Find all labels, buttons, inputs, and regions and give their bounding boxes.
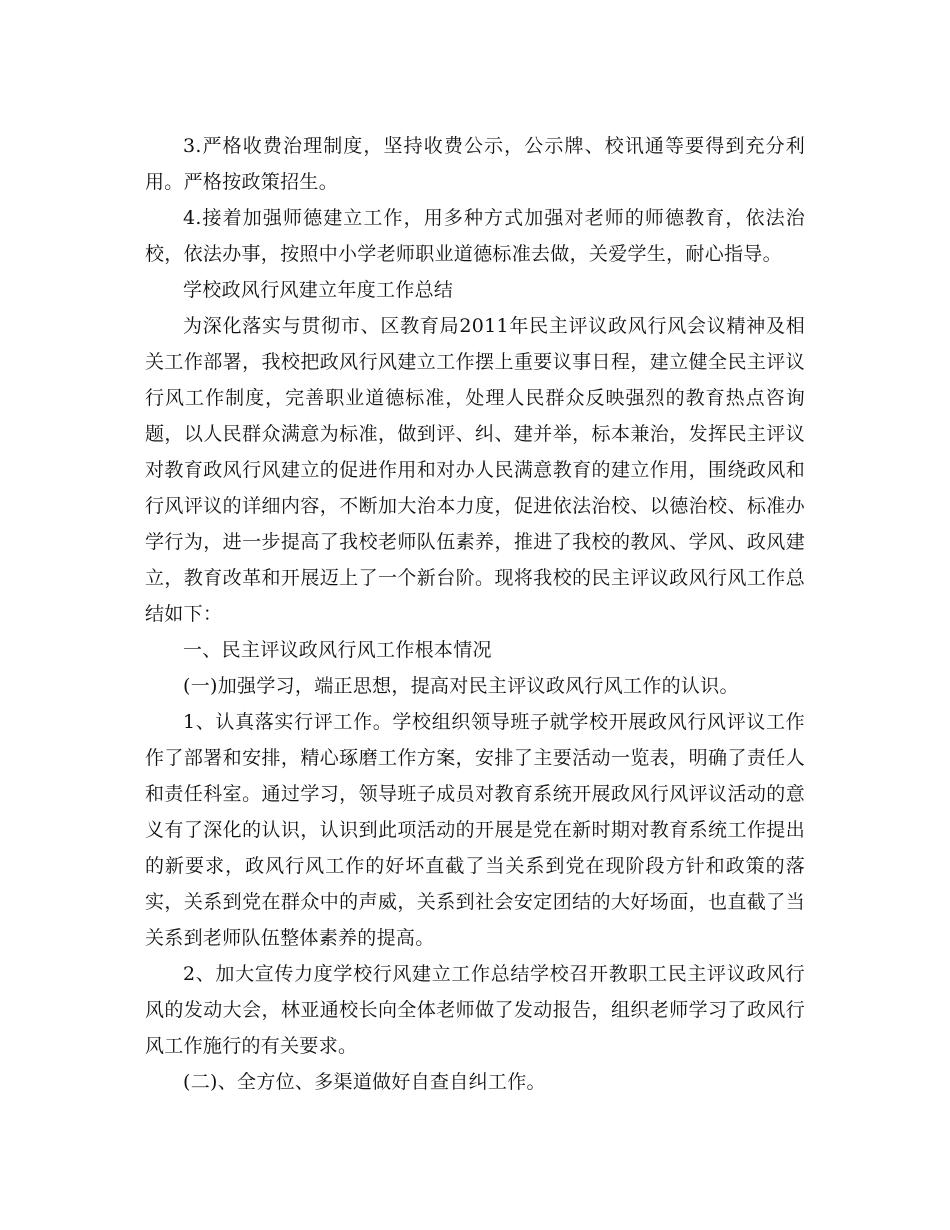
section-title: 学校政风行风建立年度工作总结 [183,279,454,301]
heading-self-inspection: (二)、全方位、多渠道做好自查自纠工作。 [183,1071,546,1093]
paragraph-publicity: 2、加大宣传力度学校行风建立工作总结学校召开教职工民主评议政风行风的发动大会，林亚通校长向全体老师做了发动报告，组织老师学习了政风行风工作施行的有关要求。 [145,963,805,1057]
heading-basic-situation: 一、民主评议政风行风工作根本情况 [183,639,492,661]
document-body [145,128,805,1100]
paragraph-implement-review: 1、认真落实行评工作。学校组织领导班子就学校开展政风行风评议工作作了部署和安排，精心琢磨工作方案，安排了主要活动一览表，明确了责任人和责任科室。通过学习，领导班子成员对教育系统开展政风行风评议活动的意义有了深化的认识，认识到此项活动的开展是党在新时期对教育系统工作提出的新要求，政风行风工作的好坏直截了当关系到党在现阶段方针和政策的落实，关系到党在群众中的声威，关系到社会安定团结的大好场面，也直截了当关系到老师队伍整体素养的提高。 [145,711,805,949]
paragraph-introduction: 为深化落实与贯彻市、区教育局2011年民主评议政风行风会议精神及相关工作部署，我校把政风行风建立工作摆上重要议事日程，建立健全民主评议行风工作制度，完善职业道德标准，处理人民群众反映强烈的教育热点咨询题，以人民群众满意为标准，做到评、纠、建并举，标本兼治，发挥民主评议对教育政风行风建立的促进作用和对办人民满意教育的建立作用，围绕政风和行风评议的详细内容，不断加大治本力度，促进依法治校、以德治校、标准办学行为，进一步提高了我校老师队伍素养，推进了我校的教风、学风、政风建立，教育改革和开展迈上了一个新台阶。现将我校的民主评议政风行风工作总结如下： [145,315,805,625]
paragraph-teacher-ethics: 4.接着加强师德建立工作，用多种方式加强对老师的师德教育，依法治校，依法办事，按照中小学老师职业道德标准去做，关爱学生，耐心指导。 [145,207,805,265]
heading-strengthen-learning: (一)加强学习，端正思想，提高对民主评议政风行风工作的认识。 [183,675,739,697]
paragraph-fee-management: 3.严格收费治理制度，坚持收费公示，公示牌、校讯通等要得到充分利用。严格按政策招生。 [145,135,805,193]
